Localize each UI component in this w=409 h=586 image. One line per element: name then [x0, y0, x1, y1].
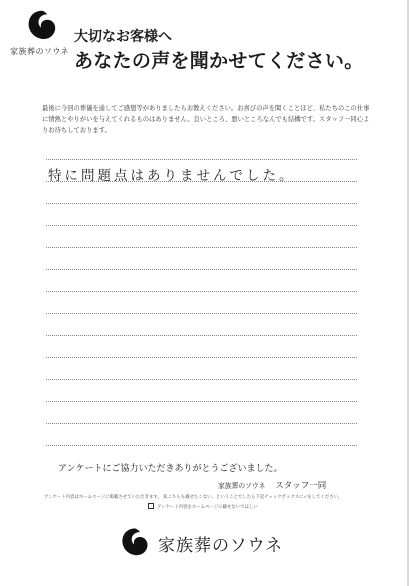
ruled-line — [46, 159, 357, 160]
publication-notice: アンケート内容はホームページに掲載させていただきます。 私こちらも載せたくない、ということでしたら下記チェックボックスに✓をしてください。 — [44, 495, 343, 500]
ruled-line — [46, 269, 357, 270]
ruled-line — [46, 401, 357, 402]
ruled-line — [46, 423, 357, 424]
signature — [218, 479, 326, 491]
opt-out-row[interactable] — [148, 503, 258, 510]
thanks-message: アンケートにご協力いただきありがとうございました。 — [58, 464, 283, 474]
handwritten-response: 特に問題点はありませんでした。 — [48, 168, 296, 184]
ruled-line — [46, 357, 357, 358]
ruled-line — [46, 203, 357, 204]
opt-out-label: アンケート内容をホームページに載せないでほしい — [157, 505, 258, 510]
signature-brand: 家族葬のソウネ — [218, 482, 266, 490]
ruled-line — [46, 335, 357, 336]
brand-logo-top — [10, 8, 74, 57]
page-title: あなたの声を聞かせてください。 — [74, 50, 364, 72]
signature-staff: スタッフ一同 — [275, 481, 327, 491]
ruled-line — [46, 379, 357, 380]
opt-out-checkbox[interactable] — [148, 503, 154, 509]
swirl-logo-icon — [118, 523, 152, 563]
brand-name-small: 家族葬のソウネ — [10, 47, 70, 56]
brand-name-large: 家族葬のソウネ — [158, 535, 284, 556]
brand-logo-bottom — [118, 523, 283, 563]
ruled-line — [46, 247, 357, 248]
ruled-line — [46, 291, 357, 292]
greeting-heading: 大切なお客様へ — [74, 29, 172, 45]
ruled-line — [46, 445, 357, 446]
swirl-logo-icon — [24, 8, 60, 44]
ruled-line — [46, 225, 357, 226]
intro-paragraph: 最後に今回の葬儀を通してご感想等がありましたらお教えください。お喜びの声を聞くことほど、私たちのこの仕事に情熱とやりがいを与えてくれるものはありません。良いところ、悪いところなんでも結構です。スタッフ一同心よりお待ちしております。 — [42, 105, 370, 134]
ruled-line — [46, 313, 357, 314]
